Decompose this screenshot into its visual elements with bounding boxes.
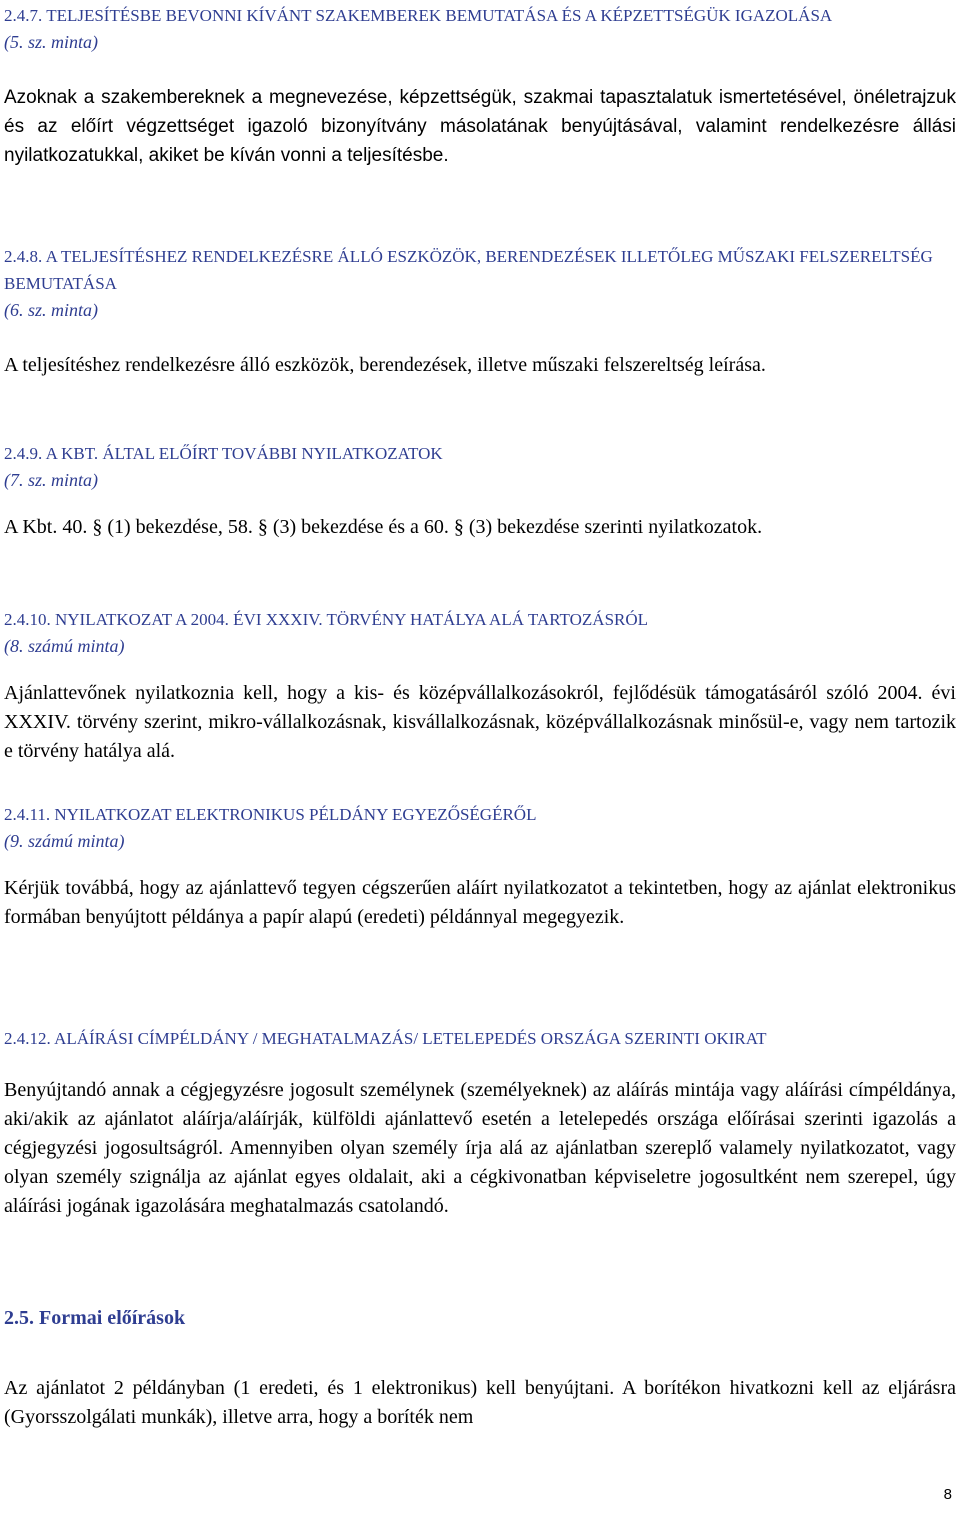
heading-number: 2.4.10.: [4, 610, 51, 629]
section-2-4-7: [4, 2, 956, 170]
section-2-4-9: [4, 440, 956, 542]
section-body: A Kbt. 40. § (1) bekezdése, 58. § (3) bekezdése és a 60. § (3) bekezdése szerinti nyilatkozatok.: [4, 516, 763, 538]
section-body: A teljesítéshez rendelkezésre álló eszközök, berendezések, illetve műszaki felszereltség leírása.: [4, 354, 766, 376]
section-heading: [4, 1025, 956, 1052]
section-body: Azoknak a szakembereknek a megnevezése, képzettségük, szakmai tapasztalatuk ismertetésével, önéletrajzuk és az előírt végzettséget igazoló bizonyítvány másolatának benyújtásával, valamint rendelkezésre állási nyilatkozatukkal, akiket be kíván vonni a teljesítésbe.: [4, 87, 956, 166]
formal-heading: 2.5. Formai előírások: [4, 1307, 186, 1329]
section-body: Ajánlattevőnek nyilatkoznia kell, hogy a kis- és középvállalkozásokról, fejlődésük támogatásáról szóló 2004. évi XXXIV. törvény szerint, mikro-vállalkozásnak, kisvállalkozásnak, középvállalkozásnak minősül-e, vagy nem tartozik e törvény hatálya alá.: [4, 682, 956, 762]
page-number: 8: [943, 1486, 952, 1503]
heading-number: 2.4.8.: [4, 247, 43, 266]
section-2-4-10: [4, 606, 956, 766]
heading-text: A KBT. ÁLTAL ELŐÍRT TOVÁBBI NYILATKOZATOK: [45, 444, 443, 463]
section-body: Benyújtandó annak a cégjegyzésre jogosult személynek (személyeknek) az aláírás mintája vagy aláírási címpéldánya, aki/akik az ajánlatot aláírja/aláírják, külföldi ajánlattevő esetén a letelepedés országa előírásai szerinti igazolás a cégjegyzési jogosultságról. Amennyiben olyan személy írja alá az ajánlatban szereplő valamely nyilatkozatot, vagy olyan személy szignálja az ajánlat egyes oldalait, aki a cégkivonatban képviseletre jogosultként nem szerepel, úgy aláírási jogának igazolására meghatalmazás csatolandó.: [4, 1079, 956, 1217]
section-heading: [4, 606, 956, 633]
sample-reference: (7. sz. minta): [4, 470, 98, 490]
section-2-4-12: [4, 1025, 956, 1221]
section-heading: [4, 2, 956, 29]
section-2-4-8: [4, 243, 956, 380]
heading-text: A TELJESÍTÉSHEZ RENDELKEZÉSRE ÁLLÓ ESZKÖZÖK, BERENDEZÉSEK ILLETŐLEG MŰSZAKI FELSZERELTSÉG BEMUTATÁSA: [4, 247, 933, 293]
heading-number: 2.4.7.: [4, 6, 43, 25]
heading-text: NYILATKOZAT ELEKTRONIKUS PÉLDÁNY EGYEZŐSÉGÉRŐL: [54, 805, 537, 824]
heading-number: 2.4.12.: [4, 1029, 51, 1048]
sample-reference: (6. sz. minta): [4, 300, 98, 320]
section-heading: [4, 440, 956, 467]
heading-number: 2.4.11.: [4, 805, 51, 824]
section-heading: [4, 801, 956, 828]
heading-number: 2.4.9.: [4, 444, 43, 463]
section-body: Kérjük továbbá, hogy az ajánlattevő tegyen cégszerűen aláírt nyilatkozatot a tekintetben, hogy az ajánlat elektronikus formában benyújtott példánya a papír alapú (eredeti) példánnyal megegyezik.: [4, 877, 956, 928]
sample-reference: (8. számú minta): [4, 636, 125, 656]
heading-text: TELJESÍTÉSBE BEVONNI KÍVÁNT SZAKEMBEREK BEMUTATÁSA ÉS A KÉPZETTSÉGÜK IGAZOLÁSA: [46, 6, 833, 25]
heading-text: ALÁÍRÁSI CÍMPÉLDÁNY / MEGHATALMAZÁS/ LETELEPEDÉS ORSZÁGA SZERINTI OKIRAT: [54, 1029, 767, 1048]
section-2-5: [4, 1304, 956, 1432]
heading-text: NYILATKOZAT A 2004. ÉVI XXXIV. TÖRVÉNY HATÁLYA ALÁ TARTOZÁSRÓL: [55, 610, 649, 629]
section-heading: [4, 243, 956, 297]
section-2-4-11: [4, 801, 956, 932]
sample-reference: (9. számú minta): [4, 831, 125, 851]
formal-body: Az ajánlatot 2 példányban (1 eredeti, és 1 elektronikus) kell benyújtani. A borítékon hivatkozni kell az eljárásra (Gyorsszolgálati munkák), illetve arra, hogy a boríték nem: [4, 1377, 956, 1428]
sample-reference: (5. sz. minta): [4, 32, 98, 52]
